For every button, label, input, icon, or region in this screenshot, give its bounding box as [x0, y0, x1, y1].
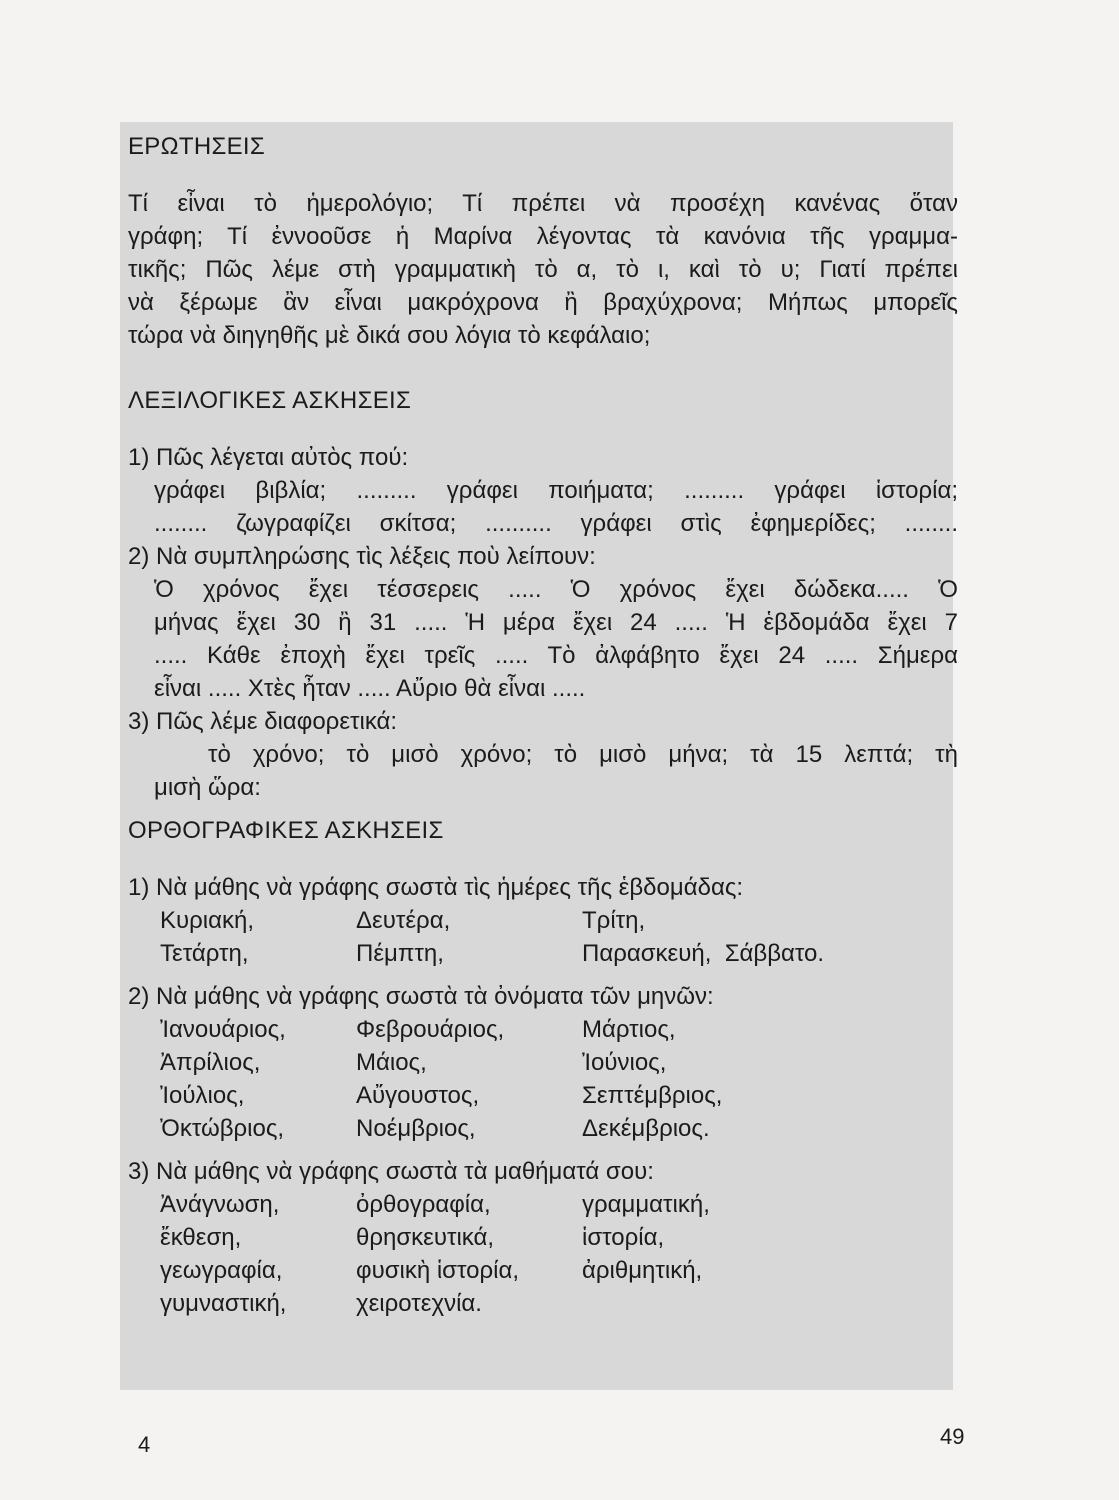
signature-mark: 4 [138, 1432, 151, 1457]
word: Ἀνάγνωση, [160, 1191, 280, 1218]
lexical-exercise-1 [128, 441, 958, 474]
question-line: Τί εἶναι τὸ ἡμερολόγιο; Τί πρέπει νὰ προσέχη κανένας ὅταν [128, 190, 958, 217]
word: γυμναστική, [160, 1290, 287, 1317]
question-line: γράφη; Τί ἐννοοῦσε ἡ Μαρίνα λέγοντας τὰ κανόνια τῆς γραμμα- [128, 223, 958, 250]
exercise-title: Νὰ μάθης νὰ γράφης σωστὰ τὶς ἡμέρες τῆς ἑβδομάδας: [156, 874, 744, 901]
exercise-number: 3) [128, 1158, 150, 1185]
spelling-exercise-3 [128, 1155, 958, 1188]
word: ἀριθμητική, [582, 1257, 703, 1284]
word: Πέμπτη, [356, 940, 444, 967]
exercise-title: Νὰ μάθης νὰ γράφης σωστὰ τὰ ὀνόματα τῶν μηνῶν: [156, 983, 714, 1010]
word: Μάιος, [356, 1049, 427, 1076]
question-line: τώρα νὰ διηγηθῆς μὲ δικά σου λόγια τὸ κεφάλαιο; [128, 322, 651, 349]
exercise-number: 2) [128, 543, 150, 570]
spelling-exercise-2 [128, 980, 958, 1013]
page-content [128, 130, 958, 1320]
word: Ἰανουάριος, [160, 1016, 286, 1043]
exercise-title: Πῶς λέμε διαφορετικά: [156, 708, 398, 735]
questions-paragraph [128, 187, 958, 352]
word: θρησκευτικά, [356, 1224, 495, 1251]
word: Ὀκτώβριος, [160, 1115, 285, 1142]
month-list [128, 1013, 958, 1145]
word: Τρίτη, [582, 907, 646, 934]
word: Μάρτιος, [582, 1016, 676, 1043]
exercise-number: 1) [128, 874, 150, 901]
word: Ἰούλιος, [160, 1082, 245, 1109]
exercise-line: ........ ζωγραφίζει σκίτσα; .......... γράφει στὶς ἐφημερίδες; ........ [154, 510, 958, 537]
exercise-title: Νὰ μάθης νὰ γράφης σωστὰ τὰ μαθήματά σου: [156, 1158, 654, 1185]
word: ὀρθογραφία, [356, 1191, 491, 1218]
word: Κυριακή, [160, 907, 255, 934]
lexical-heading: ΛΕΞΙΛΟΓΙΚΕΣ ΑΣΚΗΣΕΙΣ [128, 387, 412, 414]
word: φυσικὴ ἱστορία, [356, 1257, 520, 1284]
word: Σεπτέμβριος, [582, 1082, 723, 1109]
word: ἔκθεση, [160, 1224, 242, 1251]
exercise-number: 1) [128, 444, 150, 471]
exercise-line: γράφει βιβλία; ......... γράφει ποιήματα; ......... γράφει ἱστορία; [154, 477, 958, 504]
word: Παρασκευή, Σάββατο. [582, 940, 825, 967]
word: Αὔγουστος, [356, 1082, 480, 1109]
word: γεωγραφία, [160, 1257, 283, 1284]
exercise-number: 2) [128, 983, 150, 1010]
lexical-exercise-3 [128, 705, 958, 738]
exercise-line: μισὴ ὥρα: [154, 774, 261, 801]
word: Τετάρτη, [160, 940, 249, 967]
exercise-line: τὸ χρόνο; τὸ μισὸ χρόνο; τὸ μισὸ μήνα; τὰ 15 λεπτά; τὴ [208, 741, 958, 768]
word: χειροτεχνία. [356, 1290, 482, 1317]
page-number: 49 [940, 1424, 965, 1449]
word [582, 1287, 958, 1320]
word: Νοέμβριος, [356, 1115, 476, 1142]
word: Ἰούνιος, [582, 1049, 667, 1076]
exercise-number: 3) [128, 708, 150, 735]
lexical-exercise-2 [128, 540, 958, 573]
question-line: νὰ ξέρωμε ἂν εἶναι μακρόχρονα ἢ βραχύχρονα; Μήπως μπορεῖς [128, 289, 958, 316]
word: ἱστορία, [582, 1224, 665, 1251]
exercise-line: ..... Κάθε ἐποχὴ ἔχει τρεῖς ..... Τὸ ἀλφάβητο ἔχει 24 ..... Σήμερα [154, 642, 958, 669]
word: Δευτέρα, [356, 907, 451, 934]
exercise-line: μήνας ἔχει 30 ἢ 31 ..... Ἡ μέρα ἔχει 24 ..... Ἡ ἑβδομάδα ἔχει 7 [154, 609, 958, 636]
exercise-line: Ὁ χρόνος ἔχει τέσσερεις ..... Ὁ χρόνος ἔχει δώδεκα..... Ὁ [154, 576, 958, 603]
spelling-heading: ΟΡΘΟΓΡΑΦΙΚΕΣ ΑΣΚΗΣΕΙΣ [128, 817, 444, 844]
exercise-line: εἶναι ..... Χτὲς ἦταν ..... Αὔριο θὰ εἶναι ..... [154, 675, 586, 702]
exercise-title: Πῶς λέγεται αὐτὸς πού: [156, 444, 409, 471]
word: Ἀπρίλιος, [160, 1049, 261, 1076]
subject-list [128, 1188, 958, 1320]
word: Φεβρουάριος, [356, 1016, 505, 1043]
questions-heading: ΕΡΩΤΗΣΕΙΣ [128, 133, 265, 160]
exercise-title: Νὰ συμπληρώσης τὶς λέξεις ποὺ λείπουν: [156, 543, 596, 570]
word: Δεκέμβριος. [582, 1115, 710, 1142]
weekday-list [128, 904, 958, 970]
word: γραμματική, [582, 1191, 710, 1218]
spelling-exercise-1 [128, 871, 958, 904]
question-line: τικῆς; Πῶς λέμε στὴ γραμματικὴ τὸ α, τὸ ι, καὶ τὸ υ; Γιατί πρέπει [128, 256, 958, 283]
